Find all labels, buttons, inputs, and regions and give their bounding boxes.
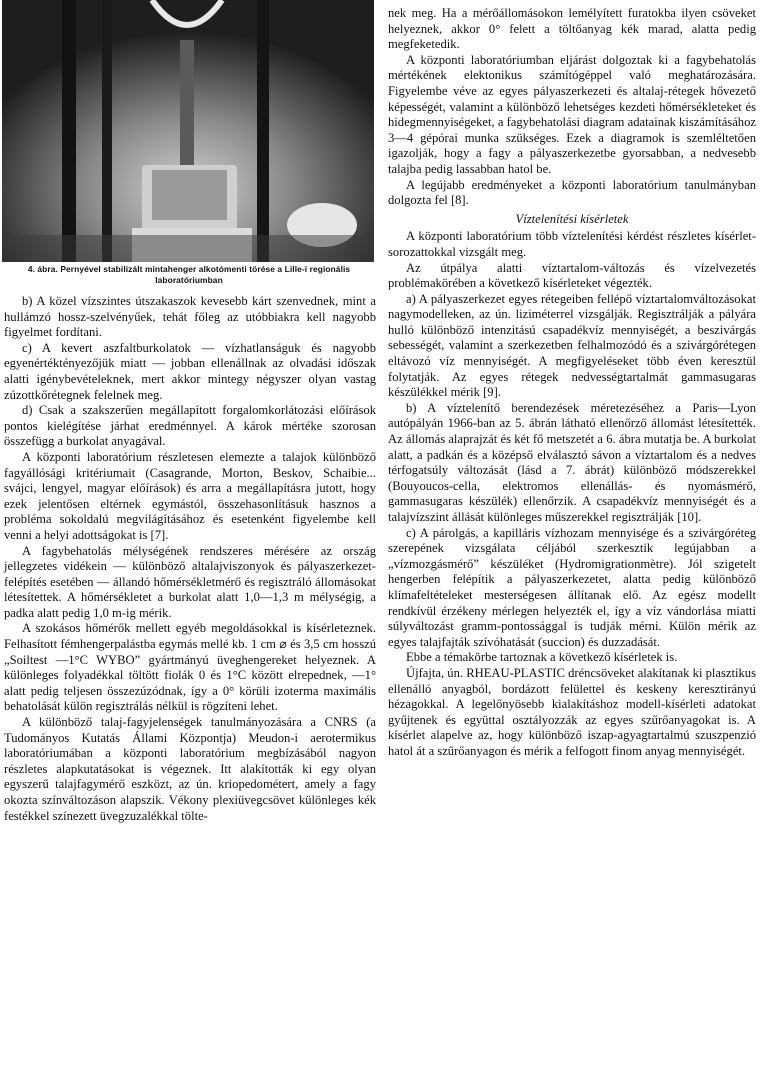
figure-photo [2,0,374,262]
paragraph: A központi laboratórium részletesen elemezte a talajok különböző fagyállósági kritériumait (Casagrande, Morton, Beskov, Schaibie... svájci, lengyel, magyar előírások) és arra a megállapításra jutott, hogy ezek jelentősen eltérnek egymástól, összehasonlításuk hasznos a probléma sokoldalú megvilágításához és esetenként figyelembe kell venni a helyi adottságokat is [7]. [4,449,376,542]
paragraph: Az útpálya alatti víztartalom-változás és vízelvezetés problémakörében a következő kísérleteket végezték. [388,260,756,291]
paragraph: A legújabb eredményeket a központi laboratórium tanulmányban dolgozta fel [8]. [388,177,756,208]
section-heading: Víztelenítési kísérletek [515,211,629,226]
paragraph: a) A pályaszerkezet egyes rétegeiben fellépő víztartalomváltozásokat nagymodelleken, az ún. liziméterrel vizsgálják. Regisztrálják a pályára hulló különböző intenzitású csapadékvíz mennyiségét, a beszivárgás sebességét, valamint a szerkezetben felhalmozódó és a szivárgórétegen eltávozó víz mennyiségét. A megfigyeléseket több éven keresztül folytatják. Az egyes rétegek nedvességtartalmát gammasugaras készülékkel mérik [9]. [388,291,756,400]
right-column [388,6,756,760]
paragraph: Újfajta, ún. RHEAU-PLASTIC dréncsöveket alakítanak ki plasztikus ellenálló anyagból, bordázott felülettel és keskeny keresztirányú hézagokkal. A legelőnyösebb kialakításhoz modell-kísérleti adatokat gyűjtenek és együttal osztályozzák az egyes szűrőanyagokat is. A kísérlet alapelve az, hogy különböző iszap-agyagtartalmú szuszpenzió hatol át a szűrőanyagon és mérik a felfogott finom anyag mennyiségét. [388,665,756,758]
paragraph: Ebbe a témakörbe tartoznak a következő kísérletek is. [406,650,678,665]
figure-caption: 4. ábra. Pernyével stabilizált mintahenger alkotómenti törése a Lille-i regionális laboratóriumban [27,264,351,285]
paragraph: d) Csak a szakszerűen megállapított forgalomkorlátozási előírások pontos kielégítése járhat eredménnyel. A károk mértéke szorosan összefügg a burkolat anyagával. [4,403,376,449]
left-column [0,0,378,824]
paragraph: A fagybehatolás mélységének rendszeres mérésére az ország jellegzetes vidékein — különböző altalajviszonyok és pályaszerkezet-felépítés esetében — állandó hőmérsékletmérő és regisztráló állomásokat létesítettek. A hőmérsékletet a burkolat alatt 1,0—1,3 m mélységig, a padka alatt pedig 1,0 m-ig mérik. [4,543,376,620]
paragraph: c) A párolgás, a kapilláris vízhozam mennyisége és a szivárgóréteg szerepének vizsgálata céljából szerkesztik legújabban a „vízmozgásmérő” készüléket (Hydromigrationmètre). Jól szigetelt hengerben felépítik a pályaszerkezetet, alatta pedig különböző klímafeltételeket mesterségesen állítanak elő. Az egész modellt rendkívül érzékeny mérlegen helyezték el, így a víz vándorlása miatti súlyváltozást gramm-pontossággal is tudják mérni. Külön mérik az egyes talajfajták szívóhatását (succion) és duzzadását. [388,525,756,649]
paragraph: A központi laboratóriumban eljárást dolgoztak ki a fagybehatolás mértékének elektonikus számítógéppel való meghatározására. Figyelembe véve az egyes pályaszerkezeti és altalaj-rétegek hővezető képességét, valamint a különböző lehetséges kezdeti hőmérsékleteket és hidegmennyiségeket, a fagybehatolási diagram adatainak kiszámításához 3—4 gépórai munka szükséges. Ezek a diagramok is szemléltetően igazolják, hogy a fagy a pályaszerkezetbe gyorsabban, a nedvesebb talajba pedig lassabban hatol be. [388,52,756,176]
paragraph: b) A víztelenítő berendezések méretezéséhez a Paris—Lyon autópályán 1966-ban az 5. ábrán látható ellenőrző állomást létesítették. Az állomás alaprajzát és két fő metszetét a 6. ábra mutatja be. A burkolat alatt, a padkán és a középső elválasztó sávon a víztartalom és a nedves térfogatsúly változását (lásd a 7. ábrát) különböző módszerekkel (Bouyoucos-cella, elektromos ellenállás- és nyomásmérő, gammasugaras készülék) ellenőrzik. A csapadékvíz mennyiségét és a talajvízszint állását különleges műszerekkel regisztrálják [10]. [388,400,756,524]
paragraph: nek meg. Ha a mérőállomásokon lemélyített furatokba ilyen csöveket helyeznek, akkor 0° felett a töltőanyag kék marad, alatta pedig megfeketedik. [388,6,756,52]
paragraph: b) A közel vízszintes útszakaszok kevesebb kárt szenvednek, mint a hullámzó hossz-szelvényűek, tehát főleg az utóbbiakra kell nagyobb figyelmet fordítani. [4,294,376,340]
column-gutter [383,0,384,1068]
paragraph: A szokásos hőmérők mellett egyéb megoldásokkal is kísérleteznek. Felhasított fémhengerpalástba egymás mellé kb. 1 cm ⌀ és 3,5 cm hosszú „Soiltest —1°C WYBO” gyártmányú üveghengereket helyeznek. A különleges folyadékkal töltött fiolák 0 és 1°C között elrepednek, —1° alatt pedig teljesen összezúzódnak, így a 0° körüli izoterma maximális behatolását külön regisztrálás nélkül is rögzíteni lehet. [4,621,376,714]
paragraph: A központi laboratórium több víztelenítési kérdést részletes kísérlet-sorozattokkal vizsgált meg. [388,229,756,259]
paragraph: A különböző talaj-fagyjelenségek tanulmányozására a CNRS (a Tudományos Kutatás Állami Központja) Meudon-i aerotermikus laboratóriumában a központi laboratórium megbízásából nagyon részletes alapkutatásokat is végeznek. Itt alakították ki egy olyan egyszerű talajfagymérő eszközt, az ún. kriopedométert, amely a fagy okozta színváltozáson alapszik. Vékony plexiüvegcsövet különleges kék festékkel színezett üvegzuzalékkal tölte- [4,715,376,823]
paragraph: c) A kevert aszfaltburkolatok — vízhatlanságuk és nagyobb egyenértéktényezőjük miatt — jobban ellenállnak az olvadási időszak alatti igénybevételeknek, mert akkor mintegy négyszer olyan vastag zúzottkőrétegnek felelnek meg. [4,340,376,402]
photo-illustration [2,0,374,262]
